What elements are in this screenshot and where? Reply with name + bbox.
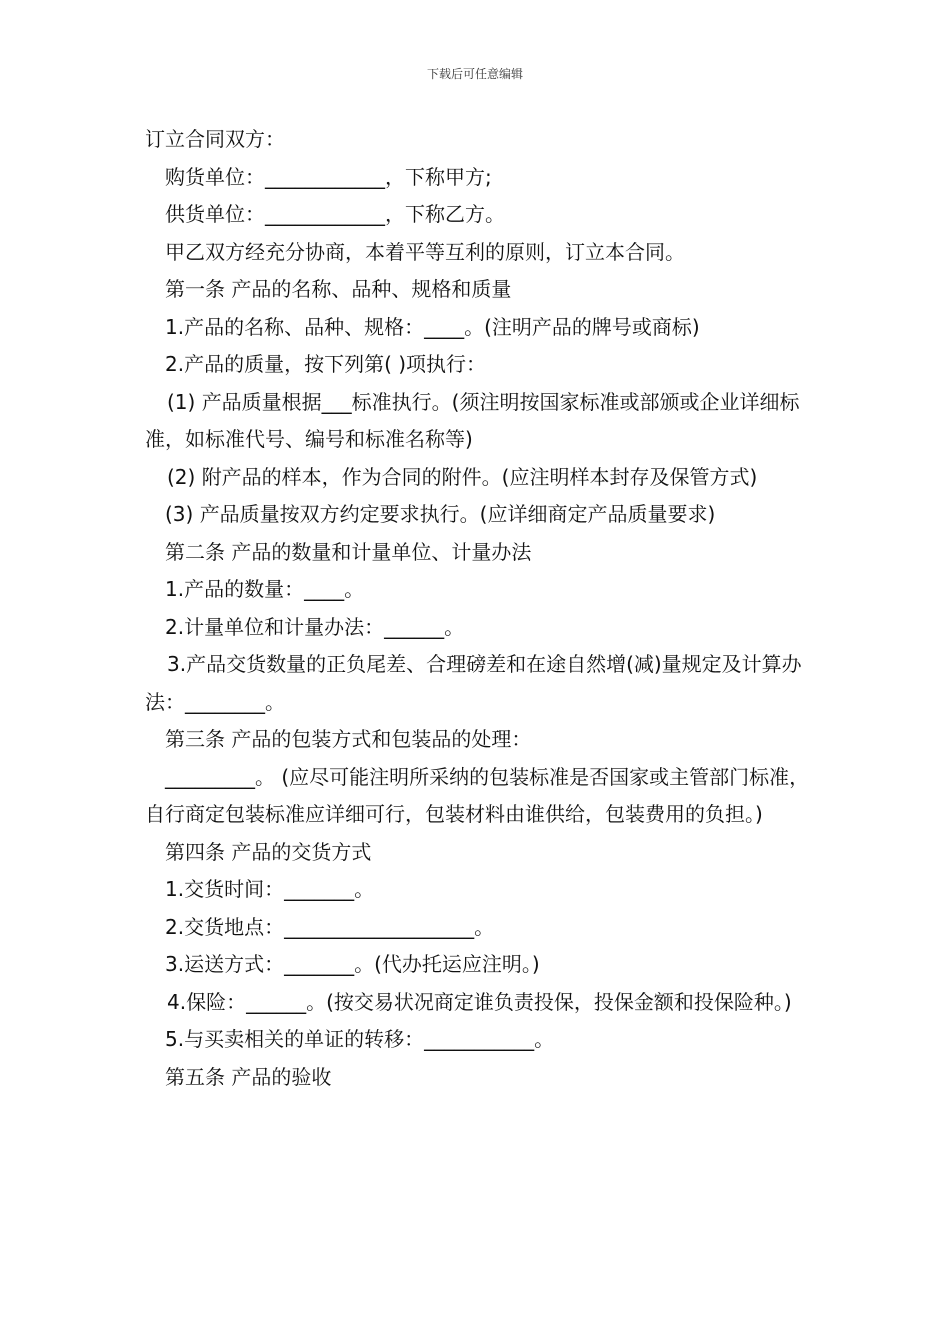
- article-4-item-3: 3.运送方式：_______。(代办托运应注明。): [165, 952, 540, 976]
- supplier-line: 供货单位：____________，下称乙方。: [165, 202, 505, 226]
- document-body: [145, 121, 810, 1096]
- article-4-heading: 第四条 产品的交货方式: [165, 839, 372, 864]
- article-4-item-4: 4.保险：______。(按交易状况商定谁负责投保，投保金额和投保险种。): [167, 989, 792, 1014]
- article-3-body: _________。 (应尽可能注明所采纳的包装标准是否国家或主管部门标准，自行商定包装标准应详细可行，包装材料由谁供给，包装费用的负担。): [145, 764, 810, 826]
- article-3-heading: 第三条 产品的包装方式和包装品的处理：: [165, 727, 532, 751]
- article-1-item-1: 1.产品的名称、品种、规格：____。(注明产品的牌号或商标): [165, 314, 700, 339]
- agreement-statement: 甲乙双方经充分协商，本着平等互利的原则，订立本合同。: [165, 239, 685, 264]
- article-4-item-5: 5.与买卖相关的单证的转移：___________。: [165, 1027, 555, 1051]
- article-2-item-2: 2.计量单位和计量办法：______。: [165, 614, 465, 639]
- article-5-heading: 第五条 产品的验收: [165, 1064, 332, 1089]
- buyer-line: 购货单位：____________，下称甲方;: [165, 164, 492, 189]
- quality-option-3: (3) 产品质量按双方约定要求执行。(应详细商定产品质量要求): [165, 502, 716, 526]
- article-2-heading: 第二条 产品的数量和计量单位、计量办法: [165, 539, 532, 564]
- article-1-heading: 第一条 产品的名称、品种、规格和质量: [165, 277, 512, 301]
- quality-option-2: (2) 附产品的样本，作为合同的附件。(应注明样本封存及保管方式): [167, 464, 758, 489]
- article-4-item-2: 2.交货地点：___________________。: [165, 914, 495, 939]
- contract-parties-heading: 订立合同双方：: [145, 127, 285, 151]
- article-2-item-3: 3.产品交货数量的正负尾差、合理磅差和在途自然增(减)量规定及计算办法：________。: [145, 652, 802, 714]
- quality-option-1: (1) 产品质量根据___标准执行。(须注明按国家标准或部颁或企业详细标准，如标准代号、编号和标准名称等): [145, 389, 800, 451]
- article-2-item-1: 1.产品的数量：____。: [165, 577, 365, 601]
- article-1-item-2: 2.产品的质量，按下列第( )项执行：: [165, 352, 487, 376]
- article-4-item-1: 1.交货时间：_______。: [165, 877, 375, 901]
- page-header: 下载后可任意编辑: [426, 67, 523, 81]
